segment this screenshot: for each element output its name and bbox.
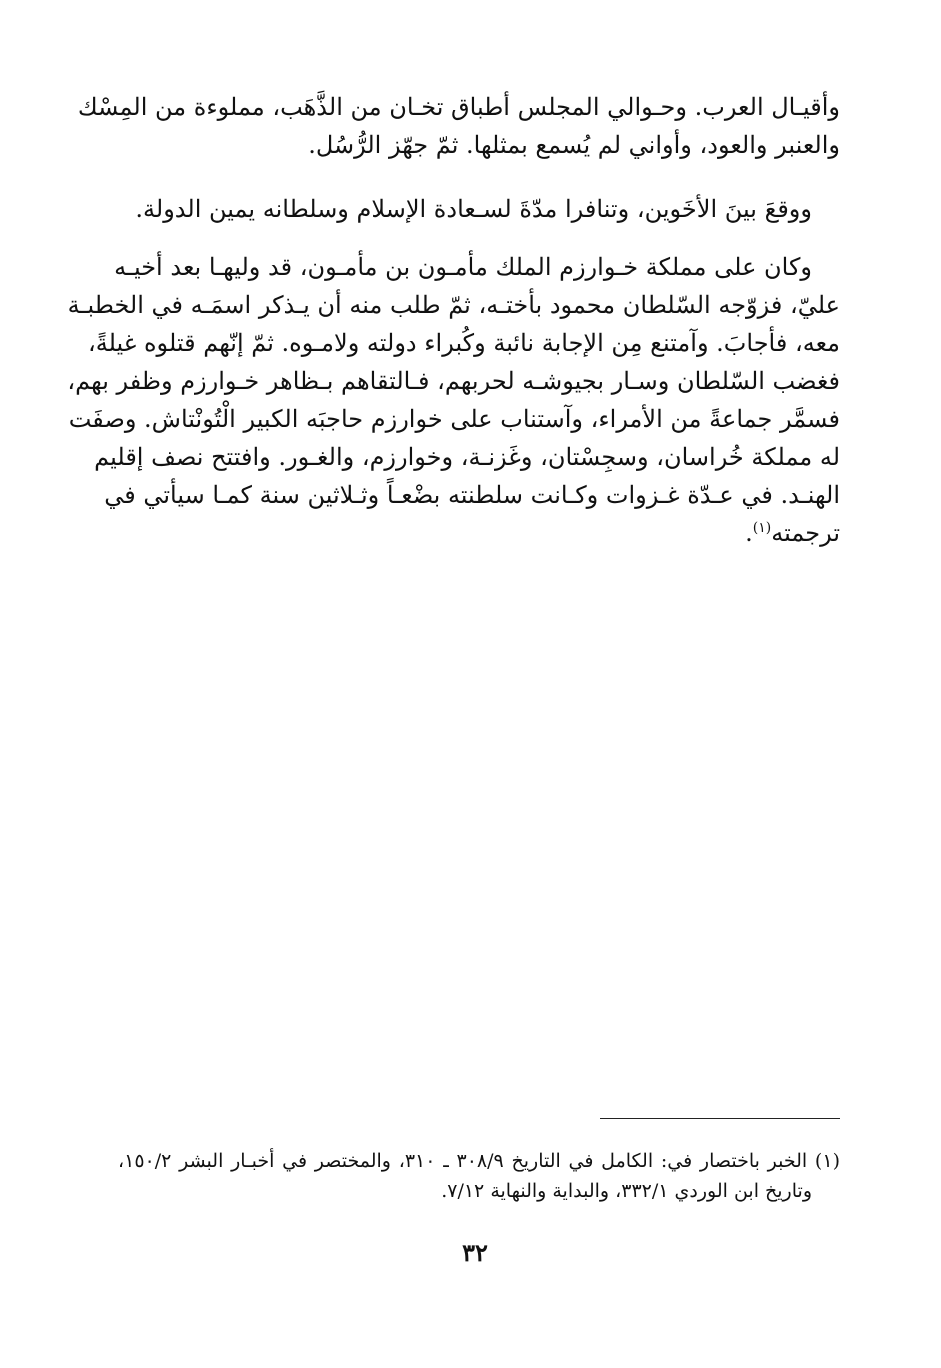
text-line: فسمَّر جماعةً من الأمراء، وآستناب على خوارزم حاجبَه الكبير الْتُونْتاش. وصفَت [68, 405, 840, 433]
text-line: معه، فأجابَ. وآمتنع مِن الإجابة نائبة وكُبراء دولته ولامـوه. ثمّ إنّهم قتلوه غيلةً، [87, 329, 840, 357]
text-line: والعنبر والعود، وأواني لم يُسمع بمثلها. ثمّ جهّز الرُّسُل. [308, 131, 840, 159]
text-line-words: ترجمته [771, 519, 840, 547]
footnote-separator [600, 1118, 840, 1119]
text-line: ووقعَ بينَ الأخَوين، وتنافرا مدّةَ لسـعادة الإسلام وسلطانه يمين الدولة. [135, 195, 812, 223]
sentence-end: . [745, 519, 753, 547]
page-number: ٣٢ [462, 1238, 488, 1267]
text-line: وأقيـال العرب. وحـوالي المجلس أطباق تخـان من الذَّهَب، مملوءة من المِسْك [77, 93, 840, 121]
footnote-marker: (١) [752, 520, 772, 536]
text-line: الهنـد. في عـدّة غـزوات وكـانت سلطنته بضْعـاً وثـلاثين سنة كمـا سيأتي في [104, 481, 840, 509]
main-text [67, 88, 840, 568]
text-line: عليّ، فزوّجه السّلطان محمود بأختـه، ثمّ طلب منه أن يـذكر اسمَـه في الخطبـة [67, 291, 840, 319]
footnote [118, 1146, 840, 1216]
text-line: له مملكة خُراسان، وسجِسْتان، وغَزنـة، وخوارزم، والغـور. وافتتح نصف إقليم [94, 443, 840, 471]
text-line: وكان على مملكة خـوارزم الملك مأمـون بن مأمـون، قد وليهـا بعد أخيـه [114, 253, 812, 281]
text-line-last [118, 514, 840, 552]
text-line: فغضب السّلطان وسـار بجيوشـه لحربهم، فـالتقاهم بـظاهر خـوارزم وظفر بهم، [67, 367, 840, 395]
footnote-line: وتاريخ ابن الوردي ٣٣٢/١، والبداية والنهاية ٧/١٢. [441, 1180, 812, 1202]
footnote-line: (١) الخبر باختصار في: الكامل في التاريخ ٣٠٨/٩ ـ ٣١٠، والمختصر في أخبـار البشر ١٥٠/٢، [118, 1150, 840, 1172]
